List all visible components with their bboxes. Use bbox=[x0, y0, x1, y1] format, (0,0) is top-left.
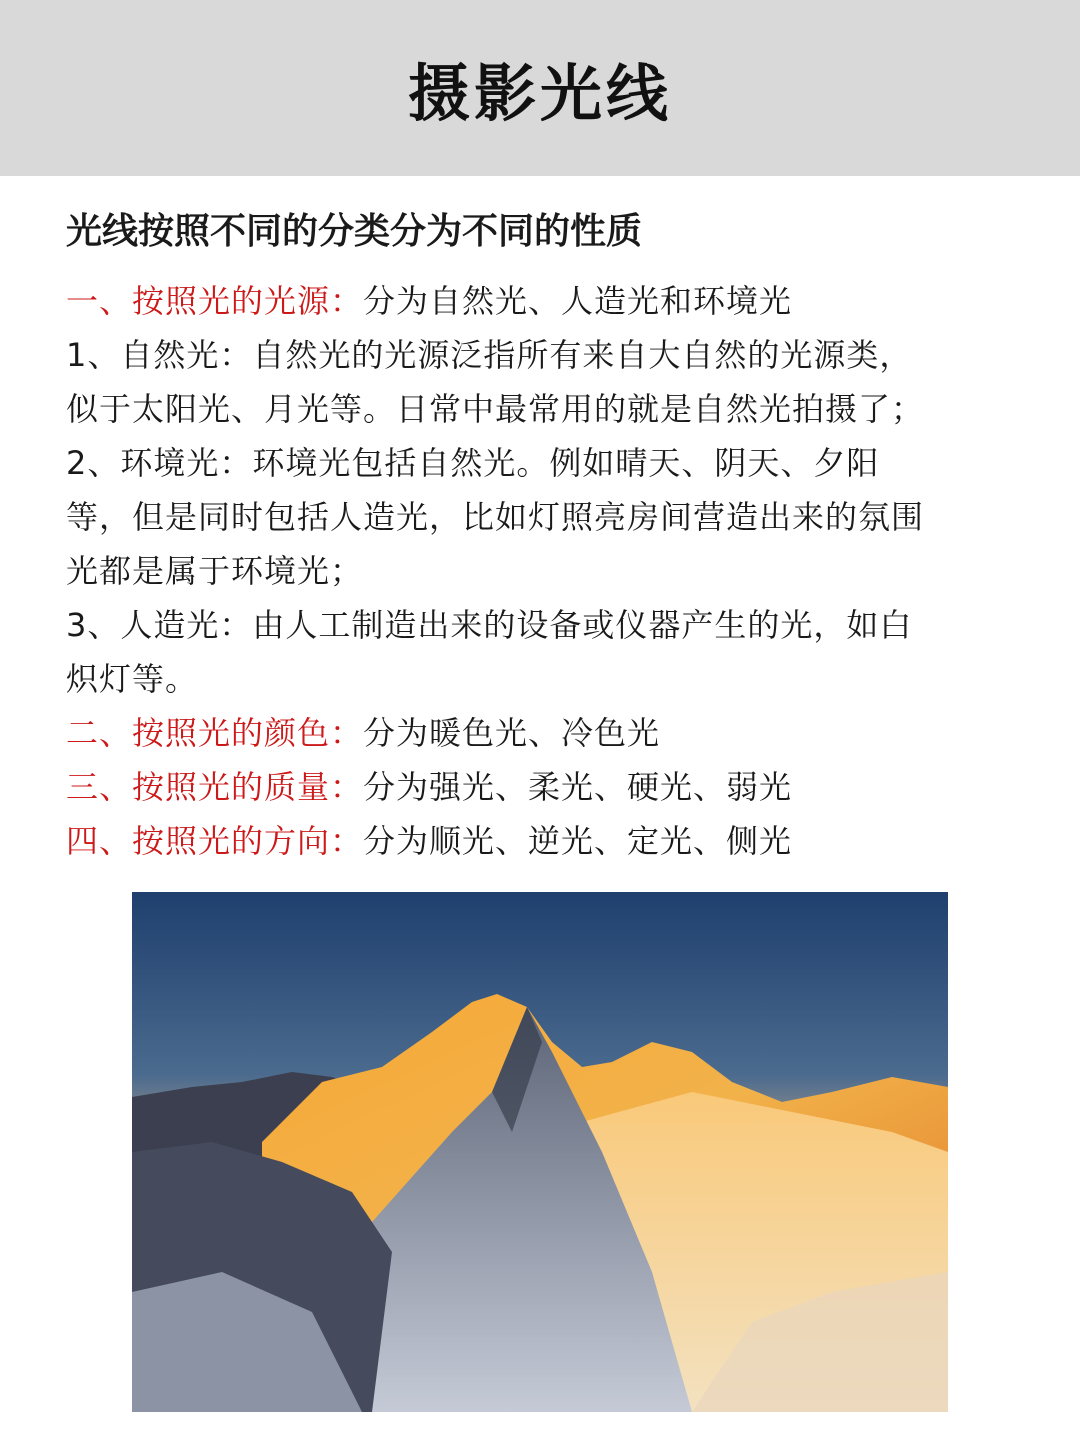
section-heading: 一、按照光的光源： bbox=[66, 282, 364, 320]
item-ambient-light-line2: 等，但是同时包括人造光，比如灯照亮房间营造出来的氛围 bbox=[66, 498, 925, 536]
section-light-quality bbox=[66, 760, 1036, 814]
section-heading: 三、按照光的质量： bbox=[66, 768, 364, 806]
item-artificial-light-line1: 3、人造光：由人工制造出来的设备或仪器产生的光，如白 bbox=[66, 606, 913, 644]
item-ambient-light-line3: 光都是属于环境光； bbox=[66, 552, 364, 590]
page-header bbox=[0, 0, 1080, 176]
page-title: 摄影光线 bbox=[407, 56, 672, 130]
mountain-photo bbox=[132, 892, 948, 1412]
section-text: 分为强光、柔光、硬光、弱光 bbox=[363, 768, 793, 806]
section-text: 分为自然光、人造光和环境光 bbox=[363, 282, 793, 320]
intro-heading: 光线按照不同的分类分为不同的性质 bbox=[66, 211, 643, 252]
item-natural-light-line1: 1、自然光：自然光的光源泛指所有来自大自然的光源类， bbox=[66, 336, 913, 374]
section-heading: 四、按照光的方向： bbox=[66, 822, 364, 860]
section-light-color bbox=[66, 706, 1036, 760]
section-text: 分为顺光、逆光、定光、侧光 bbox=[363, 822, 793, 860]
section-light-direction bbox=[66, 814, 1036, 868]
section-text: 分为暖色光、冷色光 bbox=[363, 714, 661, 752]
item-ambient-light-line1: 2、环境光：环境光包括自然光。例如晴天、阴天、夕阳 bbox=[66, 444, 880, 482]
item-natural-light-line2: 似于太阳光、月光等。日常中最常用的就是自然光拍摄了； bbox=[66, 390, 925, 428]
item-artificial-light-line2: 炽灯等。 bbox=[66, 660, 199, 698]
section-light-source bbox=[66, 274, 1036, 328]
article-body bbox=[66, 200, 1036, 868]
section-heading: 二、按照光的颜色： bbox=[66, 714, 364, 752]
